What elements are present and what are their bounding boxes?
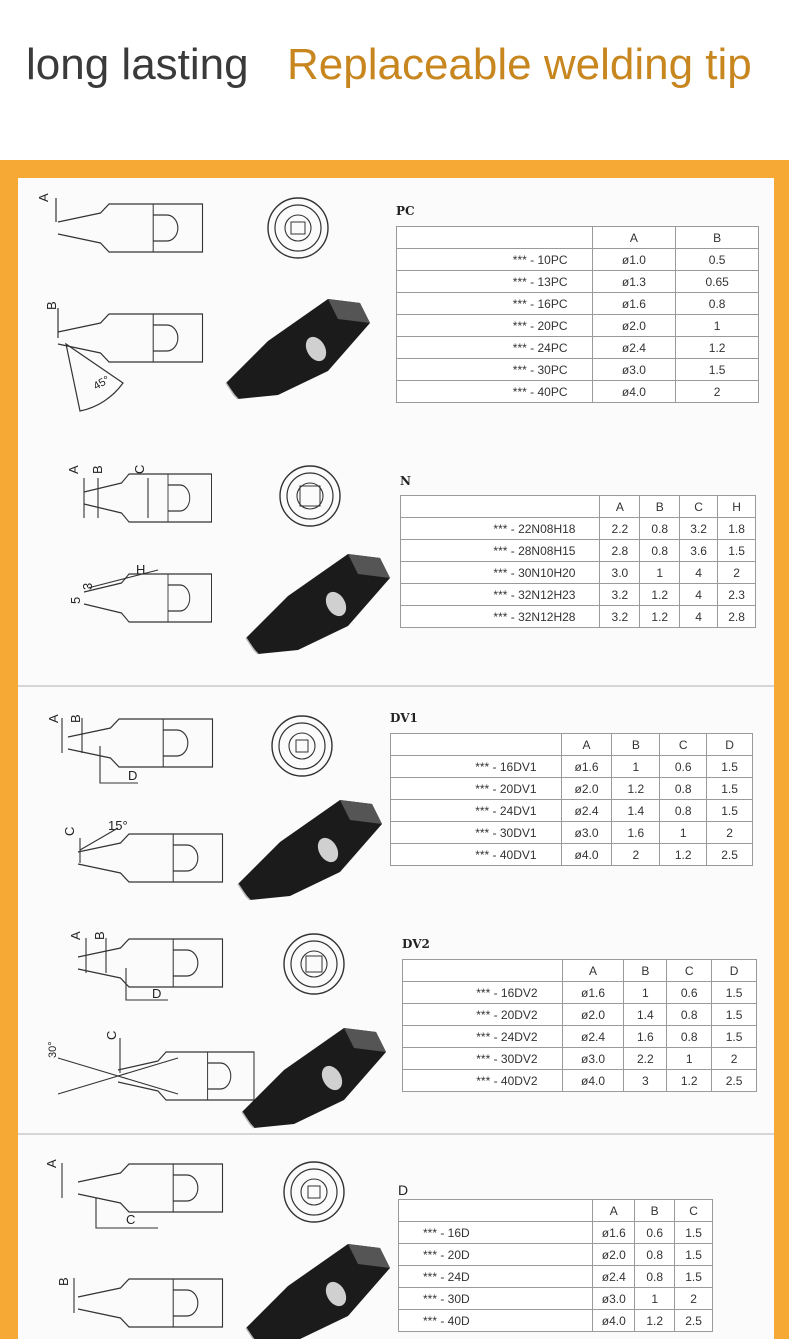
table-cell: 1: [624, 982, 667, 1004]
pc-end-view-slot: [291, 222, 305, 234]
dim-label-d: D: [128, 768, 138, 783]
table-row: [403, 1026, 757, 1048]
table-header-cell: [401, 496, 600, 518]
table-cell: 1.5: [676, 359, 759, 381]
spec-table-d: [398, 1199, 713, 1332]
model-cell: *** - 32N12H23: [401, 584, 600, 606]
table-row: [403, 1048, 757, 1070]
table-cell: 2: [707, 822, 753, 844]
table-cell: 3.2: [600, 606, 640, 628]
table-row: [399, 1244, 713, 1266]
table-row: [397, 359, 759, 381]
table-cell: 2.8: [600, 540, 640, 562]
dv1-end-view: [272, 716, 332, 776]
section-title-n: N: [400, 474, 411, 488]
table-row: [391, 756, 753, 778]
table-cell: 1.5: [718, 540, 756, 562]
spec-table-pc: [396, 226, 759, 403]
table-cell: ø2.0: [561, 778, 612, 800]
dv2-end-view-slot: [306, 956, 322, 972]
angle-label-15: 15°: [108, 818, 128, 833]
table-cell: ø1.0: [592, 249, 676, 271]
table-cell: 0.6: [635, 1222, 675, 1244]
table-cell: 1.5: [675, 1266, 713, 1288]
table-cell: ø2.0: [562, 1004, 624, 1026]
table-cell: 2.5: [707, 844, 753, 866]
table-header-cell: A: [561, 734, 612, 756]
table-header-cell: A: [600, 496, 640, 518]
dim-label-b: B: [44, 301, 59, 310]
table-cell: ø2.4: [592, 337, 676, 359]
table-cell: 0.8: [660, 778, 707, 800]
dim-label-h: H: [136, 562, 146, 577]
table-cell: ø2.4: [561, 800, 612, 822]
table-cell: ø2.0: [593, 1244, 635, 1266]
angle-label-45: 45°: [91, 373, 112, 393]
table-cell: 1.2: [660, 844, 707, 866]
table-header-cell: A: [592, 227, 676, 249]
table-header-row: [397, 227, 759, 249]
dim-label-b: B: [56, 1277, 71, 1286]
table-cell: 3.0: [600, 562, 640, 584]
model-cell: *** - 40D: [399, 1310, 593, 1332]
table-row: [391, 800, 753, 822]
table-cell: 1: [635, 1288, 675, 1310]
dv2-3d-tip: [242, 1028, 386, 1128]
table-header-cell: B: [640, 496, 680, 518]
table-cell: 4: [680, 562, 718, 584]
header-right-text: Replaceable welding tip: [287, 40, 752, 89]
header-banner: [0, 0, 789, 160]
table-cell: 1.5: [707, 778, 753, 800]
angle-label-30: 30°: [47, 1041, 59, 1058]
model-cell: *** - 32N12H28: [401, 606, 600, 628]
table-row: [397, 315, 759, 337]
dim-label-3: 3: [80, 582, 95, 590]
model-cell: *** - 30D: [399, 1288, 593, 1310]
table-cell: 2: [718, 562, 756, 584]
dim-label-b: B: [68, 714, 83, 723]
dv1-3d-tip: [238, 800, 382, 900]
model-cell: *** - 24DV2: [403, 1026, 563, 1048]
table-row: [397, 337, 759, 359]
section-title-dv1: DV1: [390, 711, 418, 725]
table-row: [397, 381, 759, 403]
table-row: [401, 518, 756, 540]
table-cell: 2: [612, 844, 660, 866]
spec-table-dv2: [402, 959, 757, 1092]
spec-table-dv1: [390, 733, 753, 866]
section-title-pc: PC: [396, 204, 415, 218]
table-cell: 0.6: [660, 756, 707, 778]
dv1-angled-view: [78, 828, 223, 882]
table-cell: ø3.0: [562, 1048, 624, 1070]
table-cell: 1.5: [675, 1222, 713, 1244]
model-cell: *** - 22N08H18: [401, 518, 600, 540]
table-cell: 2.5: [712, 1070, 757, 1092]
model-cell: *** - 40PC: [397, 381, 593, 403]
table-row: [403, 1004, 757, 1026]
model-cell: *** - 24DV1: [391, 800, 562, 822]
model-cell: *** - 24PC: [397, 337, 593, 359]
table-cell: 2: [676, 381, 759, 403]
table-header-cell: C: [675, 1200, 713, 1222]
model-cell: *** - 30DV1: [391, 822, 562, 844]
table-cell: 0.65: [676, 271, 759, 293]
n-angled-view: [84, 570, 212, 622]
model-cell: *** - 16D: [399, 1222, 593, 1244]
table-cell: 2: [712, 1048, 757, 1070]
table-row: [391, 822, 753, 844]
model-cell: *** - 16DV2: [403, 982, 563, 1004]
dim-label-a: A: [66, 465, 81, 474]
dim-label-a: A: [36, 193, 51, 202]
table-row: [401, 606, 756, 628]
table-cell: 1.2: [612, 778, 660, 800]
model-cell: *** - 16PC: [397, 293, 593, 315]
table-cell: 2.2: [600, 518, 640, 540]
header-left-text: long lasting: [26, 40, 249, 89]
table-header-cell: [403, 960, 563, 982]
table-header-cell: C: [680, 496, 718, 518]
table-cell: 2: [675, 1288, 713, 1310]
table-row: [391, 778, 753, 800]
table-cell: 3.2: [600, 584, 640, 606]
dim-label-c: C: [62, 826, 77, 836]
table-cell: 0.5: [676, 249, 759, 271]
table-cell: 1.2: [640, 584, 680, 606]
table-header-row: [391, 734, 753, 756]
table-cell: ø4.0: [562, 1070, 624, 1092]
table-cell: 1.5: [707, 756, 753, 778]
model-cell: *** - 20D: [399, 1244, 593, 1266]
table-cell: 1.2: [667, 1070, 712, 1092]
table-row: [403, 1070, 757, 1092]
dim-label-a: A: [44, 1159, 59, 1168]
table-cell: 1.5: [675, 1244, 713, 1266]
section-title-d: D: [398, 1182, 409, 1198]
table-cell: 4: [680, 606, 718, 628]
table-cell: 1.5: [707, 800, 753, 822]
table-cell: 0.8: [640, 540, 680, 562]
table-header-cell: A: [562, 960, 624, 982]
table-header-cell: [397, 227, 593, 249]
dv2-side-view: [78, 938, 223, 1000]
model-cell: *** - 40DV1: [391, 844, 562, 866]
model-cell: *** - 30N10H20: [401, 562, 600, 584]
dim-label-c: C: [104, 1030, 119, 1040]
table-cell: 2.3: [718, 584, 756, 606]
table-cell: 1.8: [718, 518, 756, 540]
table-row: [401, 540, 756, 562]
table-header-cell: D: [707, 734, 753, 756]
model-cell: *** - 16DV1: [391, 756, 562, 778]
table-header-cell: [391, 734, 562, 756]
table-cell: ø4.0: [592, 381, 676, 403]
table-cell: 1.4: [612, 800, 660, 822]
table-cell: 0.8: [640, 518, 680, 540]
table-row: [397, 271, 759, 293]
table-cell: 0.8: [676, 293, 759, 315]
table-cell: 2.5: [675, 1310, 713, 1332]
table-cell: ø2.4: [593, 1266, 635, 1288]
table-header-cell: [399, 1200, 593, 1222]
pc-side-view-a: [56, 198, 203, 252]
table-cell: 1: [667, 1048, 712, 1070]
model-cell: *** - 20PC: [397, 315, 593, 337]
table-cell: ø2.0: [592, 315, 676, 337]
table-cell: 3.2: [680, 518, 718, 540]
dim-label-d: D: [152, 986, 162, 1001]
table-cell: 3: [624, 1070, 667, 1092]
table-header-row: [401, 496, 756, 518]
table-row: [391, 844, 753, 866]
table-cell: 1.6: [624, 1026, 667, 1048]
model-cell: *** - 20DV1: [391, 778, 562, 800]
table-cell: 1: [660, 822, 707, 844]
table-cell: ø1.6: [592, 293, 676, 315]
model-cell: *** - 30DV2: [403, 1048, 563, 1070]
table-cell: 0.8: [667, 1004, 712, 1026]
table-header-cell: B: [676, 227, 759, 249]
table-cell: 1: [676, 315, 759, 337]
dim-label-b: B: [92, 931, 107, 940]
n-side-view: [84, 474, 212, 522]
table-cell: 1.2: [640, 606, 680, 628]
d-side-view: [62, 1163, 223, 1228]
table-row: [401, 562, 756, 584]
model-cell: *** - 24D: [399, 1266, 593, 1288]
table-cell: 1: [640, 562, 680, 584]
table-cell: 0.8: [635, 1266, 675, 1288]
table-header-cell: A: [593, 1200, 635, 1222]
dv1-end-view-slot: [296, 740, 308, 752]
dv2-end-view: [284, 934, 344, 994]
table-header-row: [403, 960, 757, 982]
table-header-cell: B: [612, 734, 660, 756]
table-cell: 2.8: [718, 606, 756, 628]
table-header-cell: C: [660, 734, 707, 756]
d-end-view: [284, 1162, 344, 1222]
d-3d-tip: [246, 1244, 390, 1339]
table-cell: ø3.0: [561, 822, 612, 844]
table-row: [397, 293, 759, 315]
table-row: [399, 1288, 713, 1310]
table-header-cell: H: [718, 496, 756, 518]
table-header-cell: D: [712, 960, 757, 982]
table-cell: ø3.0: [593, 1288, 635, 1310]
model-cell: *** - 13PC: [397, 271, 593, 293]
table-row: [403, 982, 757, 1004]
dim-label-a: A: [68, 931, 83, 940]
model-cell: *** - 20DV2: [403, 1004, 563, 1026]
table-header-cell: C: [667, 960, 712, 982]
table-cell: 0.8: [635, 1244, 675, 1266]
dim-label-c: C: [126, 1212, 136, 1227]
table-cell: ø3.0: [592, 359, 676, 381]
dim-label-c: C: [132, 464, 147, 474]
table-cell: 1.4: [624, 1004, 667, 1026]
table-cell: 1.6: [612, 822, 660, 844]
model-cell: *** - 30PC: [397, 359, 593, 381]
table-cell: 1.5: [712, 982, 757, 1004]
table-cell: 4: [680, 584, 718, 606]
table-cell: 3.6: [680, 540, 718, 562]
n-3d-tip: [246, 554, 390, 654]
table-row: [401, 584, 756, 606]
table-cell: 0.8: [667, 1026, 712, 1048]
table-cell: 1.5: [712, 1026, 757, 1048]
model-cell: *** - 40DV2: [403, 1070, 563, 1092]
d-angled-view: [74, 1278, 223, 1327]
table-cell: ø1.6: [593, 1222, 635, 1244]
table-row: [399, 1222, 713, 1244]
table-header-cell: B: [635, 1200, 675, 1222]
table-cell: ø2.4: [562, 1026, 624, 1048]
dim-label-b: B: [90, 465, 105, 474]
table-cell: ø1.6: [561, 756, 612, 778]
pc-end-view: [268, 198, 328, 258]
n-end-view-slot: [300, 486, 320, 506]
table-cell: 1.2: [676, 337, 759, 359]
table-cell: 0.6: [667, 982, 712, 1004]
dim-label-a: A: [46, 714, 61, 723]
table-cell: ø1.3: [592, 271, 676, 293]
n-end-view: [280, 466, 340, 526]
dim-label-5: 5: [68, 596, 83, 604]
table-cell: 1.5: [712, 1004, 757, 1026]
d-end-view-slot: [308, 1186, 320, 1198]
table-cell: 1.2: [635, 1310, 675, 1332]
table-cell: ø1.6: [562, 982, 624, 1004]
table-row: [397, 249, 759, 271]
model-cell: *** - 28N08H15: [401, 540, 600, 562]
pc-side-view-b: [58, 308, 203, 411]
table-cell: 1: [612, 756, 660, 778]
spec-table-n: [400, 495, 756, 628]
table-row: [399, 1266, 713, 1288]
pc-3d-tip: [226, 299, 370, 399]
table-header-cell: B: [624, 960, 667, 982]
model-cell: *** - 10PC: [397, 249, 593, 271]
table-cell: 2.2: [624, 1048, 667, 1070]
dv2-angled-view: [58, 1038, 254, 1100]
table-header-row: [399, 1200, 713, 1222]
table-cell: ø4.0: [561, 844, 612, 866]
table-row: [399, 1310, 713, 1332]
section-title-dv2: DV2: [402, 937, 430, 951]
table-cell: ø4.0: [593, 1310, 635, 1332]
table-cell: 0.8: [660, 800, 707, 822]
